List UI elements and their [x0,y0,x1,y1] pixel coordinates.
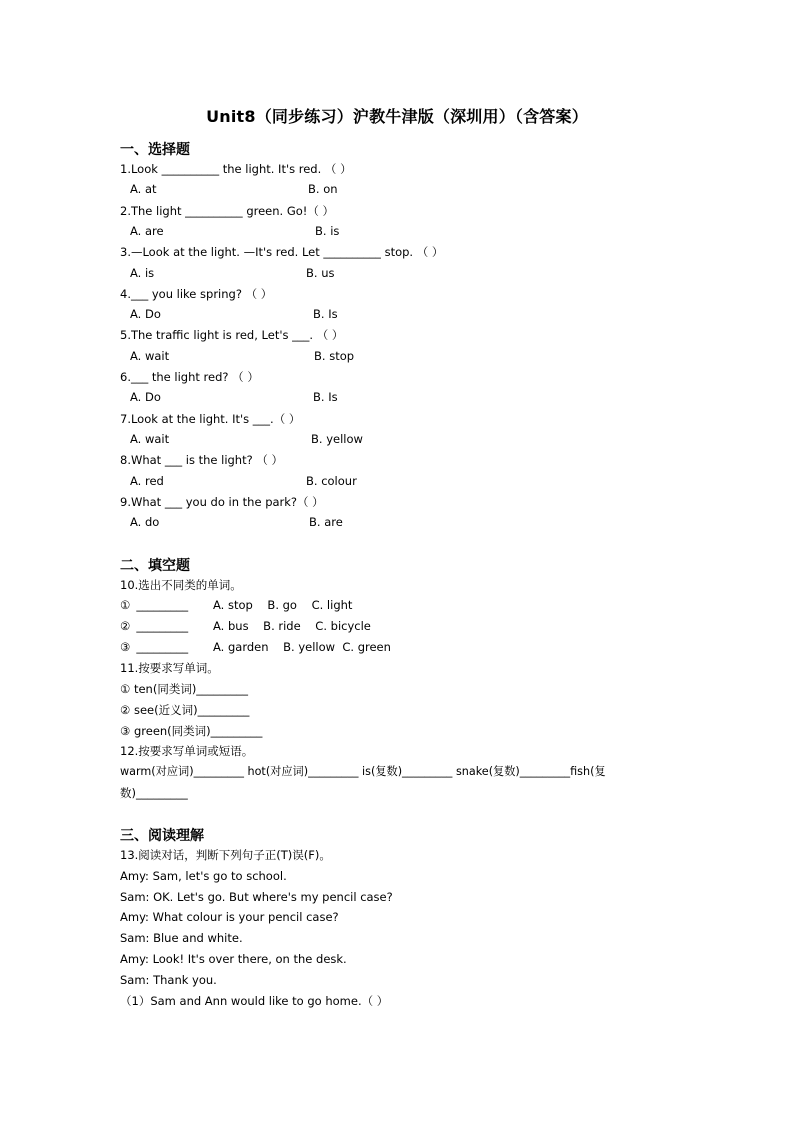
dialogue-line: Sam: Blue and white. [120,931,243,945]
question-4-option-b: B. Is [313,307,338,321]
answer-blank: _________ [136,619,189,633]
question-7: 7.Look at the light. It's ___.（ ） [120,412,301,426]
item-number: ① [120,598,131,612]
question-9: 9.What ___ you do in the park?（ ） [120,495,324,509]
question-2-option-b: B. is [315,224,340,238]
answer-blank: _________ [136,640,189,654]
question-1-option-b: B. on [308,182,338,196]
dialogue-line: Sam: Thank you. [120,973,217,987]
question-5-option-a: A. wait [130,349,170,363]
dialogue-line: Amy: Look! It's over there, on the desk. [120,952,347,966]
page-title: Unit8（同步练习）沪教牛津版（深圳用）（含答案） [206,107,588,126]
question-11-item-1: ① ten(同类词)_________ [120,682,249,696]
dialogue-line: Sam: OK. Let's go. But where's my pencil case? [120,890,393,904]
question-10-item-2 [120,619,371,633]
dialogue-line: Amy: Sam, let's go to school. [120,869,287,883]
question-1: 1.Look __________ the light. It's red. （ ） [120,162,352,176]
question-13-prompt: 13.阅读对话，判断下列句子正(T)误(F)。 [120,848,331,862]
question-11-item-2: ② see(近义词)_________ [120,703,250,717]
question-12-line-1: warm(对应词)_________ hot(对应词)_________ is(复数)_________ snake(复数)_________fish(复 [120,765,606,778]
question-5-option-b: B. stop [314,349,355,363]
question-6-option-b: B. Is [313,390,338,404]
section-heading-reading: 三、阅读理解 [120,828,204,844]
question-9-option-b: B. are [309,515,343,529]
question-10-item-1 [120,598,353,612]
question-10-prompt: 10.选出不同类的单词。 [120,578,242,592]
question-12-line-2: 数)_________ [120,786,188,800]
section-heading-fill: 二、填空题 [120,558,190,574]
question-11-prompt: 11.按要求写单词。 [120,661,219,675]
word-choices: A. stop B. go C. light [213,598,353,612]
word-choices: A. garden B. yellow C. green [213,640,391,654]
statement-1: （1）Sam and Ann would like to go home.（ ） [120,994,389,1008]
item-number: ③ [120,640,131,654]
question-6-option-a: A. Do [130,390,161,404]
question-7-option-a: A. wait [130,432,170,446]
question-4: 4.___ you like spring? （ ） [120,287,273,301]
section-heading-choice: 一、选择题 [120,142,190,158]
question-8: 8.What ___ is the light? （ ） [120,453,284,467]
question-6: 6.___ the light red? （ ） [120,370,259,384]
item-number: ② [120,619,131,633]
question-1-option-a: A. at [130,182,157,196]
question-11-item-3: ③ green(同类词)_________ [120,724,263,738]
question-2: 2.The light __________ green. Go!（ ） [120,204,335,218]
question-4-option-a: A. Do [130,307,161,321]
question-7-option-b: B. yellow [311,432,363,446]
question-3-option-a: A. is [130,266,155,280]
question-8-option-a: A. red [130,474,164,488]
dialogue-line: Amy: What colour is your pencil case? [120,910,339,924]
question-3-option-b: B. us [306,266,335,280]
question-8-option-b: B. colour [306,474,357,488]
question-5: 5.The traffic light is red, Let's ___. （ ） [120,328,344,342]
question-12-prompt: 12.按要求写单词或短语。 [120,744,254,758]
word-choices: A. bus B. ride C. bicycle [213,619,371,633]
question-2-option-a: A. are [130,224,164,238]
question-9-option-a: A. do [130,515,160,529]
answer-blank: _________ [136,598,189,612]
question-3: 3.—Look at the light. —It's red. Let __________ stop. （ ） [120,245,444,259]
question-10-item-3 [120,640,391,654]
